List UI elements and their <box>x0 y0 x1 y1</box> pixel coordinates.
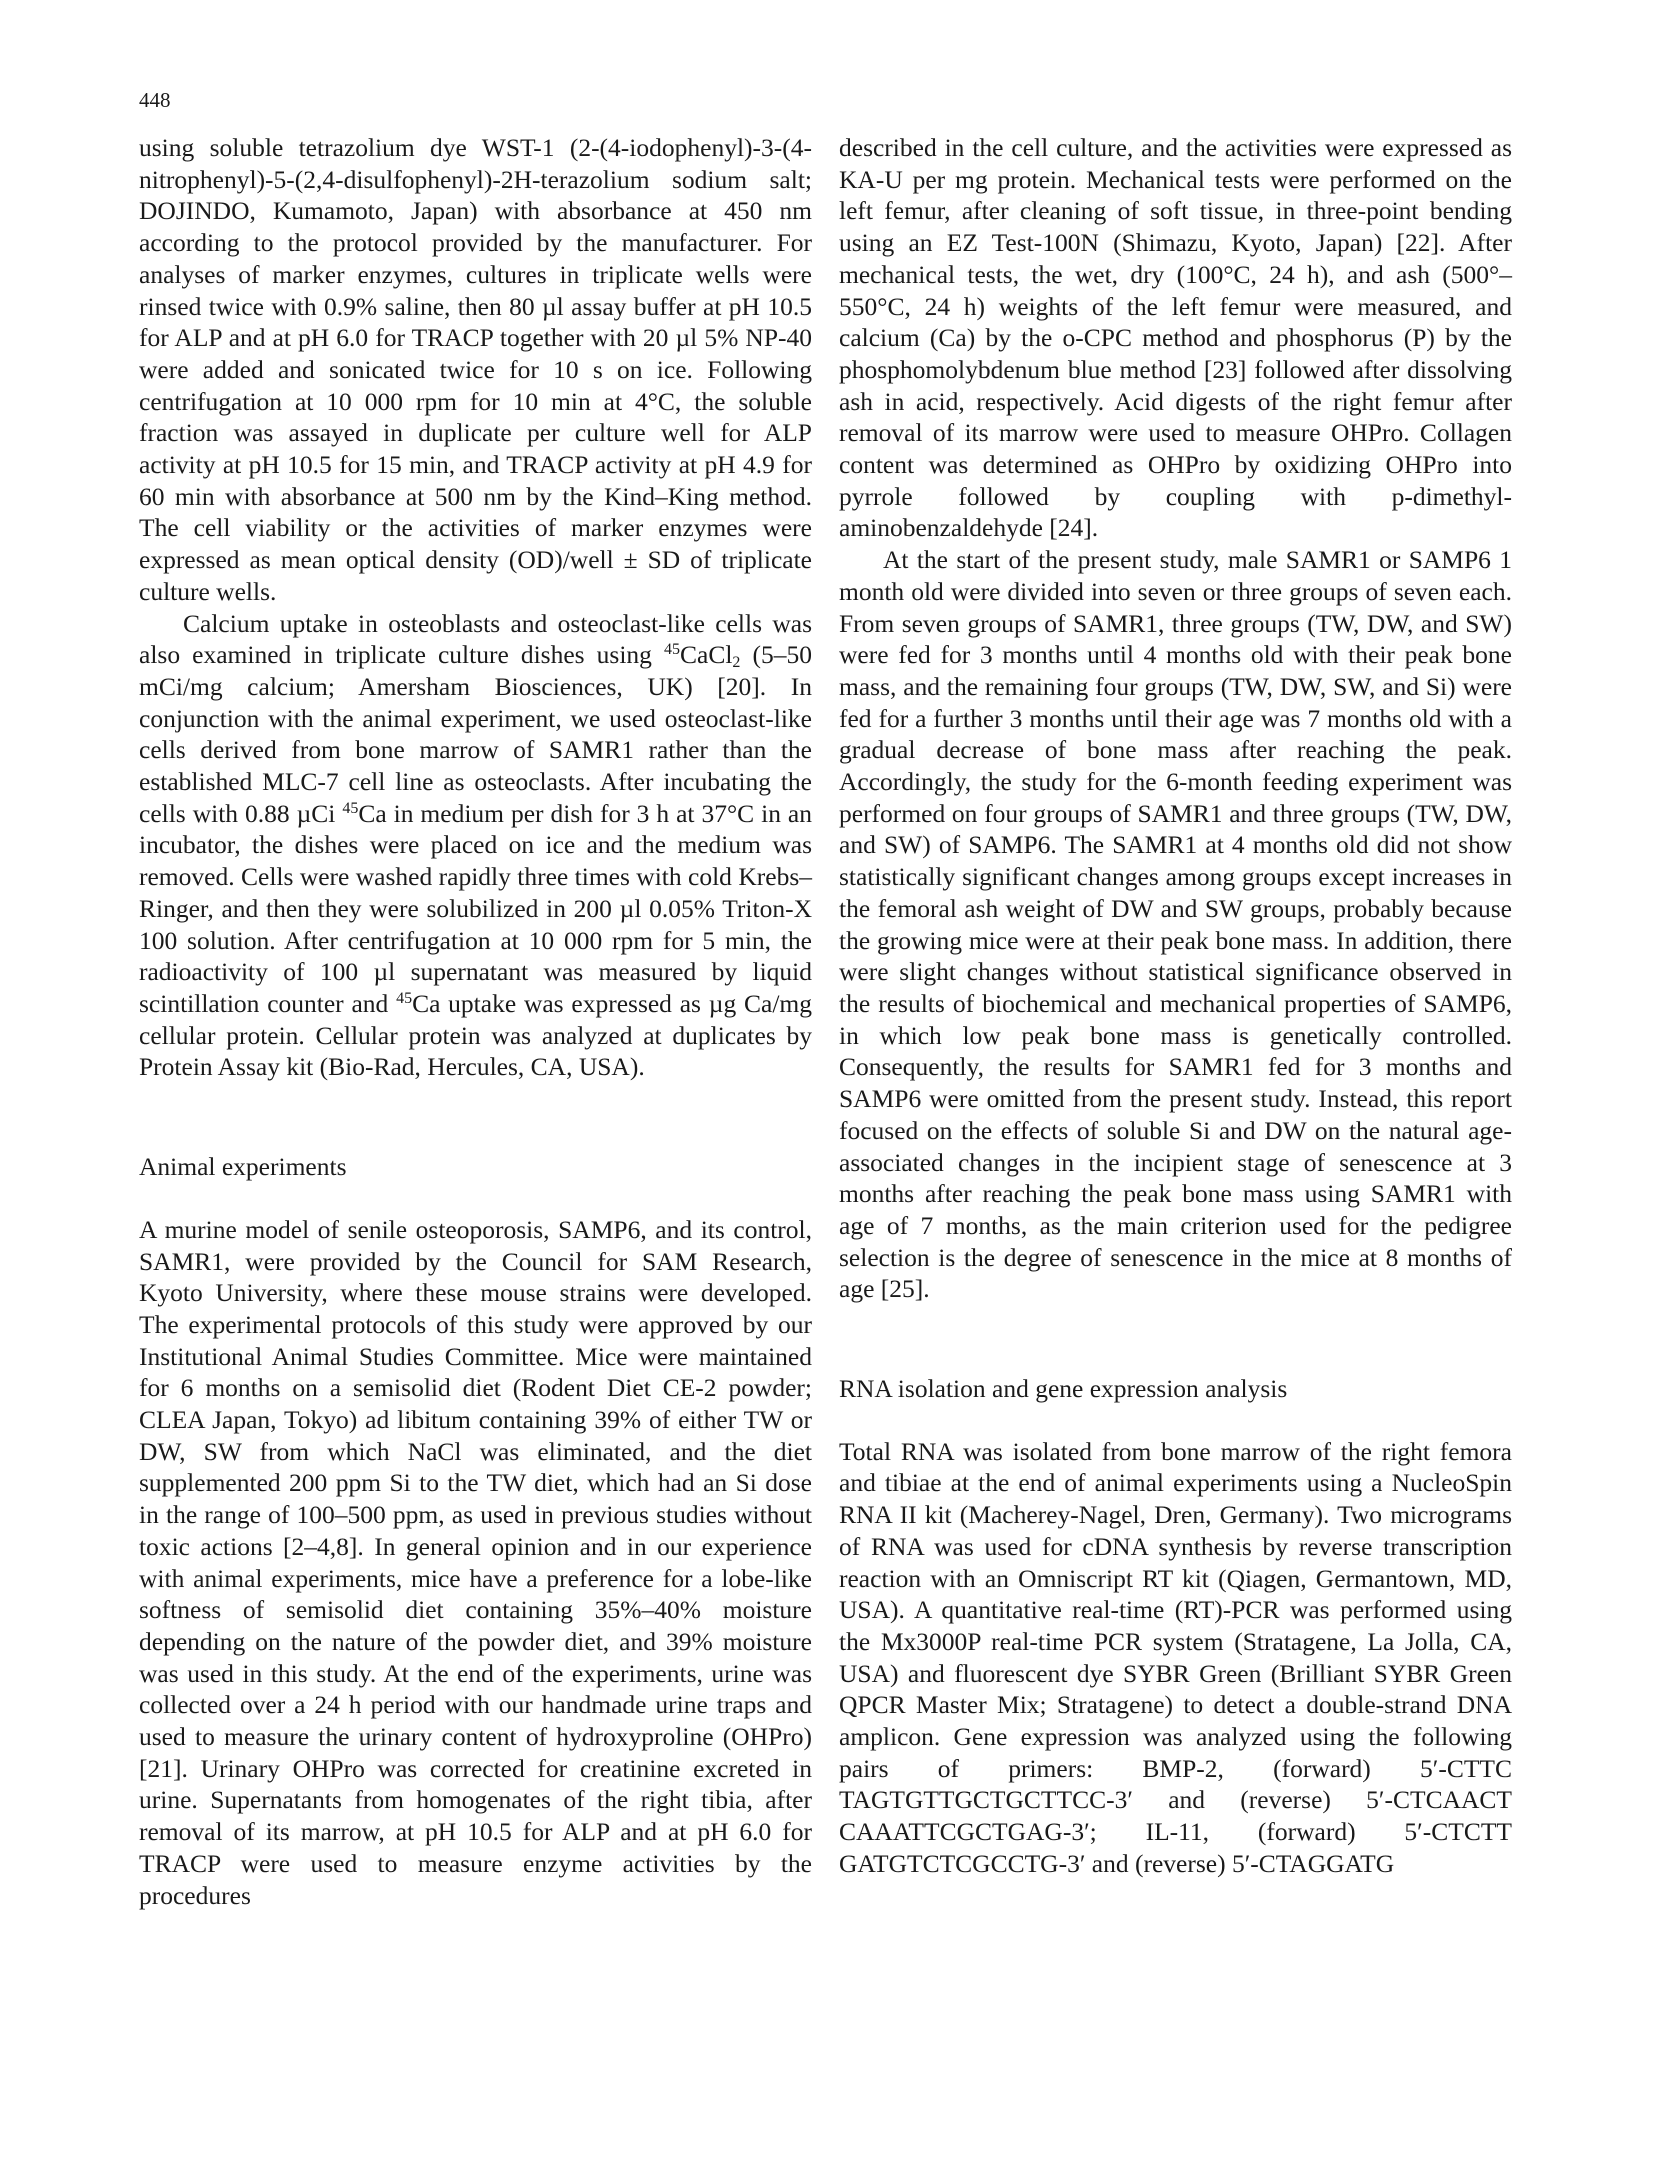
spacer <box>139 1183 812 1214</box>
paragraph-rna-isolation: Total RNA was isolated from bone marrow of the right femora and tibiae at the end of animal experiments using a NucleoSpin RNA II kit (Macherey-Nagel, Dren, Germany). Two micrograms of RNA was used for cDNA synthesis by reverse transcription reaction with an Omniscript RT kit (Qiagen, Germantown, MD, USA). A quantitative real-time (RT)-PCR was performed using the Mx3000P real-time PCR system (Stratagene, La Jolla, CA, USA) and fluorescent dye SYBR Green (Brilliant SYBR Green QPCR Master Mix; Stratagene) to detect a double-strand DNA amplicon. Gene expression was analyzed using the following pairs of primers: BMP-2, (forward) 5′-CTTC TAGTGTTGCTGCTTCC-3′ and (reverse) 5′-CTCAACT CAAATTCGCTGAG-3′; IL-11, (forward) 5′-CTCTT GATGTCTCGCCTG-3′ and (reverse) 5′-CTAGGATG <box>839 1436 1512 1878</box>
paragraph-wst1-assay: using soluble tetrazolium dye WST-1 (2-(4-iodophenyl)-3-(4-nitrophenyl)-5-(2,4-disulfophenyl)-2H-terazolium sodium salt; DOJINDO, Kumamoto, Japan) with absorbance at 450 nm according to the protocol provided by the manufacturer. For analyses of marker enzymes, cultures in triplicate wells were rinsed twice with 0.9% saline, then 80 µl assay buffer at pH 10.5 for ALP and at pH 6.0 for TRACP together with 20 µl 5% NP-40 were added and sonicated twice for 10 s on ice. Following centrifugation at 10 000 rpm for 10 min at 4°C, the soluble fraction was assayed in duplicate per culture well for ALP activity at pH 10.5 for 15 min, and TRACP activity at pH 4.9 for 60 min with absorbance at 500 nm by the Kind–King method. The cell viability or the activities of marker enzymes were expressed as mean optical density (OD)/well ± SD of triplicate culture wells. <box>139 133 812 606</box>
section-heading-rna-isolation: RNA isolation and gene expression analysis <box>839 1374 1288 1404</box>
text-run: CaCl <box>680 640 733 670</box>
paragraph-animal-experiments: A murine model of senile osteoporosis, SAMP6, and its control, SAMR1, were provided by the Council for SAM Research, Kyoto University, where these mouse strains were developed. The experimental protocols of this study were approved by our Institutional Animal Studies Committee. Mice were maintained for 6 months on a semisolid diet (Rodent Diet CE-2 powder; CLEA Japan, Tokyo) ad libitum containing 39% of either TW or DW, SW from which NaCl was eliminated, and the diet supplemented 200 ppm Si to the TW diet, which had an Si dose in the range of 100–500 ppm, as used in previous studies without toxic actions [2–4,8]. In general opinion and in our experience with animal experiments, mice have a preference for a lobe-like softness of semisolid diet containing 35%–40% moisture depending on the nature of the powder diet, and 39% moisture was used in this study. At the end of the experiments, urine was collected over a 24 h period with our handmade urine traps and used to measure the urinary content of hydroxyproline (OHPro) [21]. Urinary OHPro was corrected for creatinine excreted in urine. Supernatants from homogenates of the right tibia, after removal of its marrow, at pH 10.5 for ALP and at pH 6.0 for TRACP were used to measure enzyme activities by the procedures <box>139 1214 812 1910</box>
section-heading-animal-experiments: Animal experiments <box>139 1152 347 1182</box>
paragraph-mechanical-tests: described in the cell culture, and the activities were expressed as KA-U per mg protein. Mechanical tests were performed on the left femur, after cleaning of soft tissue, in three-point bending using an EZ Test-100N (Shimazu, Kyoto, Japan) [22]. After mechanical tests, the wet, dry (100°C, 24 h), and ash (500°–550°C, 24 h) weights of the left femur were measured, and calcium (Ca) by the o-CPC method and phosphorus (P) by the phosphomolybdenum blue method [23] followed after dissolving ash in acid, respectively. Acid digests of the right femur after removal of its marrow were used to measure OHPro. Collagen content was determined as OHPro by oxidizing OHPro into pyrrole followed by coupling with p-dimethyl-aminobenzaldehyde [24]. <box>839 133 1512 543</box>
subscript: 2 <box>732 654 741 672</box>
text-run: (5–50 mCi/mg calcium; Amersham Biosciences, UK) [20]. In conjunction with the animal experiment, we used osteoclast-like cells derived from bone marrow of SAMR1 rather than the established MLC-7 cell line as osteoclasts. After incubating the cells with 0.88 µCi <box>139 640 812 828</box>
spacer <box>839 1305 1512 1373</box>
left-column <box>139 132 812 1911</box>
paragraph-calcium-uptake <box>139 608 812 1084</box>
text-run: Calcium uptake in osteoblasts and osteoclast-like cells was also examined in triplicate culture dishes using <box>139 608 812 670</box>
page-number: 448 <box>139 88 171 112</box>
superscript: 45 <box>664 641 680 659</box>
text-run: Ca uptake was expressed as µg Ca/mg cellular protein. Cellular protein was analyzed at duplicates by Protein Assay kit (Bio-Rad, Hercules, CA, USA). <box>139 988 812 1082</box>
superscript: 45 <box>396 989 413 1007</box>
spacer <box>839 1405 1512 1436</box>
superscript: 45 <box>342 799 359 817</box>
paragraph-study-design: At the start of the present study, male SAMR1 or SAMP6 1 month old were divided into seven or three groups of seven each. From seven groups of SAMR1, three groups (TW, DW, and SW) were fed for 3 months until 4 months old with their peak bone mass, and the remaining four groups (TW, DW, SW, and Si) were fed for a further 3 months until their age was 7 months old with a gradual decrease of bone mass after reaching the peak. Accordingly, the study for the 6-month feeding experiment was performed on four groups of SAMR1 and three groups (TW, DW, and SW) of SAMP6. The SAMR1 at 4 months old did not show statistically significant changes among groups except increases in the femoral ash weight of DW and SW groups, probably because the growing mice were at their peak bone mass. In addition, there were slight changes without statistical significance observed in the results of biochemical and mechanical properties of SAMP6, in which low peak bone mass is genetically controlled. Consequently, the results for SAMR1 fed for 3 months and SAMP6 were omitted from the present study. Instead, this report focused on the effects of soluble Si and DW on the natural age-associated changes in the incipient stage of senescence at 3 months after reaching the peak bone mass using SAMR1 with age of 7 months, as the main criterion used for the pedigree selection is the degree of senescence in the mice at 8 months of age [25]. <box>839 545 1512 1304</box>
text-run: Ca in medium per dish for 3 h at 37°C in an incubator, the dishes were placed on ice and the medium was removed. Cells were washed rapidly three times with cold Krebs–Ringer, and then they were solubilized in 200 µl 0.05% Triton-X 100 solution. After centrifugation at 10 000 rpm for 5 min, the radioactivity of 100 µl supernatant was measured by liquid scintillation counter and <box>139 798 813 1018</box>
right-column <box>839 132 1512 1880</box>
spacer <box>139 1083 812 1151</box>
